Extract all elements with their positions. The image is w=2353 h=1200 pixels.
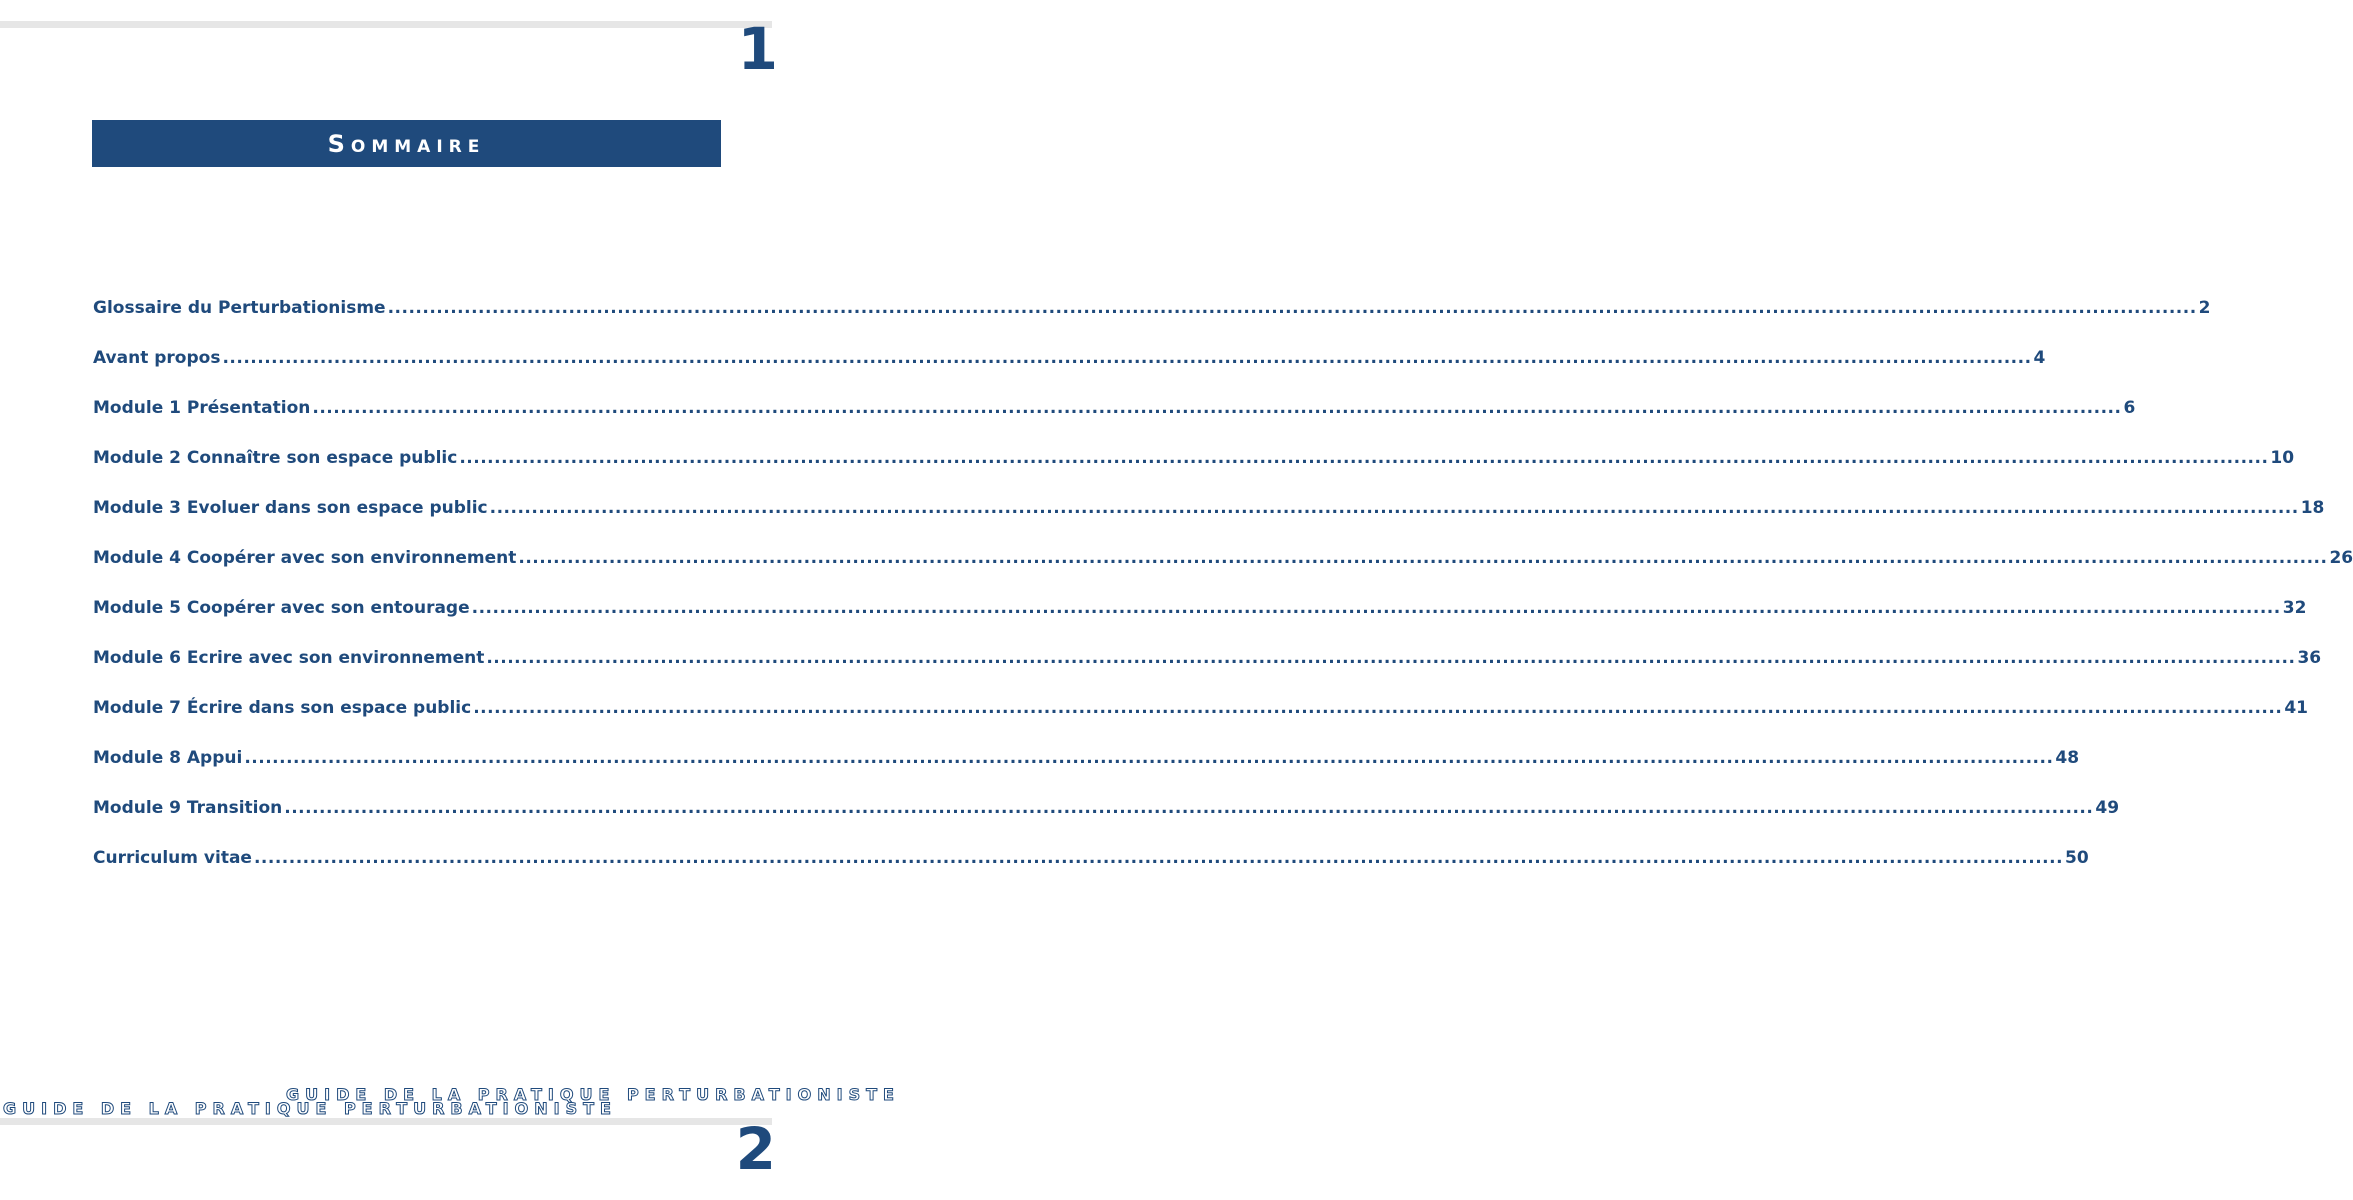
toc-item-label: Module 8 Appui — [93, 748, 243, 768]
toc-item-label: Module 7 Écrire dans son espace public — [93, 698, 472, 718]
toc-item-label: Avant propos — [93, 348, 221, 368]
toc-item-module-2[interactable] — [93, 448, 2295, 498]
title-banner — [92, 120, 721, 167]
toc-leader-dots — [284, 798, 2093, 818]
toc-item-label: Module 9 Transition — [93, 798, 283, 818]
toc-item-module-8[interactable] — [93, 748, 2080, 798]
toc-item-module-7[interactable] — [93, 698, 2308, 748]
toc-leader-dots — [222, 348, 2031, 368]
toc-item-label: Module 6 Ecrire avec son environnement — [93, 648, 485, 668]
bottom-page-number: 2 — [735, 1115, 776, 1183]
toc-item-page: 6 — [2123, 398, 2136, 418]
toc-leader-dots — [312, 398, 2121, 418]
toc-item-label: Module 4 Coopérer avec son environnement — [93, 548, 517, 568]
toc-item-module-1[interactable] — [93, 398, 2136, 448]
top-page-number: 1 — [737, 15, 778, 83]
toc-item-label: Glossaire du Perturbationisme — [93, 298, 386, 318]
toc-leader-dots — [472, 598, 2281, 618]
toc-leader-dots — [486, 648, 2295, 668]
footer-guide-title: GUIDE DE LA PRATIQUE PERTURBATIONISTE — [286, 1085, 900, 1104]
table-of-contents — [93, 298, 2353, 898]
toc-leader-dots — [254, 848, 2063, 868]
toc-item-label: Module 1 Présentation — [93, 398, 311, 418]
toc-item-page: 32 — [2282, 598, 2307, 618]
toc-item-page: 10 — [2270, 448, 2295, 468]
toc-item-module-9[interactable] — [93, 798, 2120, 848]
toc-leader-dots — [459, 448, 2268, 468]
toc-leader-dots — [518, 548, 2327, 568]
toc-item-page: 26 — [2329, 548, 2353, 568]
toc-leader-dots — [490, 498, 2299, 518]
toc-item-glossaire[interactable] — [93, 298, 2211, 348]
toc-item-curriculum-vitae[interactable] — [93, 848, 2089, 898]
toc-item-page: 2 — [2198, 298, 2211, 318]
toc-item-module-4[interactable] — [93, 548, 2353, 598]
footer-guide-title-repeat: GUIDE DE LA PRATIQUE PERTURBATIONISTE — [3, 1099, 617, 1118]
toc-item-module-5[interactable] — [93, 598, 2307, 648]
toc-item-page: 49 — [2095, 798, 2120, 818]
toc-item-module-3[interactable] — [93, 498, 2325, 548]
bottom-separator-band — [0, 1118, 772, 1125]
toc-item-page: 48 — [2055, 748, 2080, 768]
toc-item-label: Module 3 Evoluer dans son espace public — [93, 498, 488, 518]
top-separator-band — [0, 21, 772, 28]
toc-leader-dots — [244, 748, 2053, 768]
toc-item-label: Module 5 Coopérer avec son entourage — [93, 598, 470, 618]
toc-item-page: 18 — [2300, 498, 2325, 518]
toc-item-page: 41 — [2284, 698, 2308, 718]
toc-leader-dots — [388, 298, 2197, 318]
toc-item-module-6[interactable] — [93, 648, 2322, 698]
toc-item-page: 50 — [2065, 848, 2089, 868]
toc-item-page: 36 — [2297, 648, 2322, 668]
toc-item-page: 4 — [2033, 348, 2046, 368]
toc-item-label: Module 2 Connaître son espace public — [93, 448, 458, 468]
toc-item-label: Curriculum vitae — [93, 848, 252, 868]
page-title: Sommaire — [327, 129, 486, 158]
toc-item-avant-propos[interactable] — [93, 348, 2046, 398]
toc-leader-dots — [473, 698, 2282, 718]
